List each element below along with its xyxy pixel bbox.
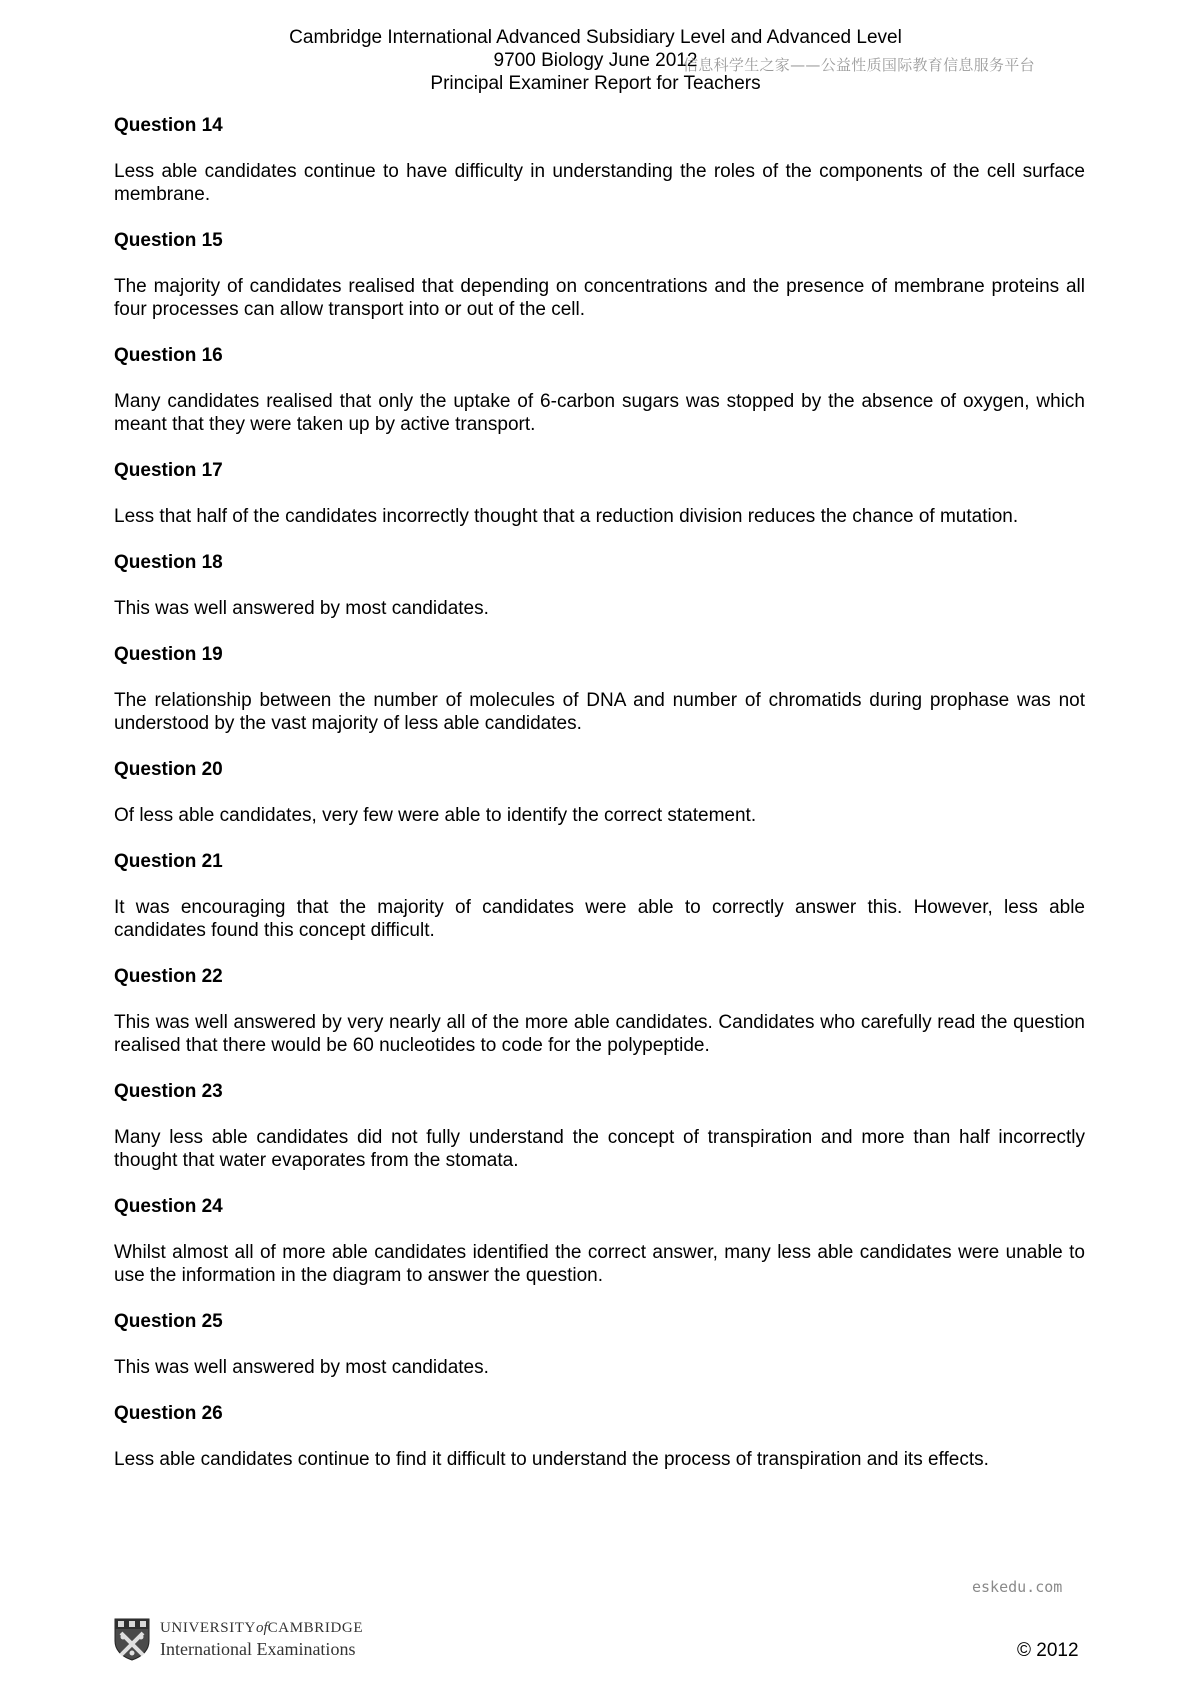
question-heading: Question 24 xyxy=(114,1196,223,1217)
question-comment: Less able candidates continue to have difficulty in understanding the roles of the components of the cell surface membrane. xyxy=(114,161,1085,205)
copyright: © 2012 xyxy=(1017,1640,1079,1661)
question-block xyxy=(114,642,1085,735)
question-heading: Question 19 xyxy=(114,644,223,665)
question-comment: Of less able candidates, very few were able to identify the correct statement. xyxy=(114,805,757,826)
question-comment: Less that half of the candidates incorrectly thought that a reduction division reduces the chance of mutation. xyxy=(114,506,1019,527)
question-heading: Question 21 xyxy=(114,851,223,872)
question-block xyxy=(114,1194,1085,1287)
question-heading: Question 17 xyxy=(114,460,223,481)
question-heading: Question 14 xyxy=(114,115,223,136)
question-comment: This was well answered by most candidates. xyxy=(114,598,489,619)
question-comment: Whilst almost all of more able candidates identified the correct answer, many less able candidates were unable to use the information in the diagram to answer the question. xyxy=(114,1242,1085,1286)
question-comment: This was well answered by most candidates. xyxy=(114,1357,489,1378)
question-heading: Question 22 xyxy=(114,966,223,987)
logo-wordmark xyxy=(160,1618,363,1660)
logo-university-line xyxy=(160,1618,363,1639)
question-block xyxy=(114,1401,1085,1471)
question-comment: Many less able candidates did not fully understand the concept of transpiration and more than half incorrectly thought that water evaporates from the stomata. xyxy=(114,1127,1085,1171)
footer-watermark: eskedu.com xyxy=(972,1578,1063,1596)
question-comment: Many candidates realised that only the uptake of 6-carbon sugars was stopped by the absence of oxygen, which meant that they were taken up by active transport. xyxy=(114,391,1085,435)
question-block xyxy=(114,343,1085,436)
question-heading: Question 20 xyxy=(114,759,223,780)
question-block xyxy=(114,1309,1085,1379)
question-comment: Less able candidates continue to find it difficult to understand the process of transpiration and its effects. xyxy=(114,1449,989,1470)
question-comment: The majority of candidates realised that depending on concentrations and the presence of membrane proteins all four processes can allow transport into or out of the cell. xyxy=(114,276,1085,320)
logo-international-examinations: International Examinations xyxy=(160,1639,356,1659)
question-block xyxy=(114,964,1085,1057)
logo-university: UNIVERSITY xyxy=(160,1620,256,1636)
question-block xyxy=(114,113,1085,206)
question-heading: Question 23 xyxy=(114,1081,223,1102)
question-block xyxy=(114,1079,1085,1172)
header-qualification: Cambridge International Advanced Subsidiary Level and Advanced Level xyxy=(289,27,902,48)
question-heading: Question 18 xyxy=(114,552,223,573)
question-comment: The relationship between the number of molecules of DNA and number of chromatids during prophase was not understood by the vast majority of less able candidates. xyxy=(114,690,1085,734)
logo-of: of xyxy=(256,1620,268,1636)
header-report-title: Principal Examiner Report for Teachers xyxy=(430,73,761,94)
question-heading: Question 16 xyxy=(114,345,223,366)
header-watermark: 信息科学生之家——公益性质国际教育信息服务平台 xyxy=(683,56,1035,74)
header-syllabus: 9700 Biology June 2012 xyxy=(493,50,698,71)
question-block xyxy=(114,550,1085,620)
question-block xyxy=(114,757,1085,827)
question-block xyxy=(114,458,1085,528)
report-body xyxy=(114,113,1085,1493)
cambridge-logo xyxy=(113,1617,363,1661)
question-comment: It was encouraging that the majority of candidates were able to correctly answer this. However, less able candidates found this concept difficult. xyxy=(114,897,1085,941)
question-heading: Question 25 xyxy=(114,1311,223,1332)
question-comment: This was well answered by very nearly all of the more able candidates. Candidates who carefully read the question realised that there would be 60 nucleotides to code for the polypeptide. xyxy=(114,1012,1085,1056)
question-block xyxy=(114,228,1085,321)
crest-icon xyxy=(113,1617,151,1661)
logo-cambridge: CAMBRIDGE xyxy=(267,1620,364,1636)
question-heading: Question 15 xyxy=(114,230,223,251)
question-heading: Question 26 xyxy=(114,1403,223,1424)
question-block xyxy=(114,849,1085,942)
